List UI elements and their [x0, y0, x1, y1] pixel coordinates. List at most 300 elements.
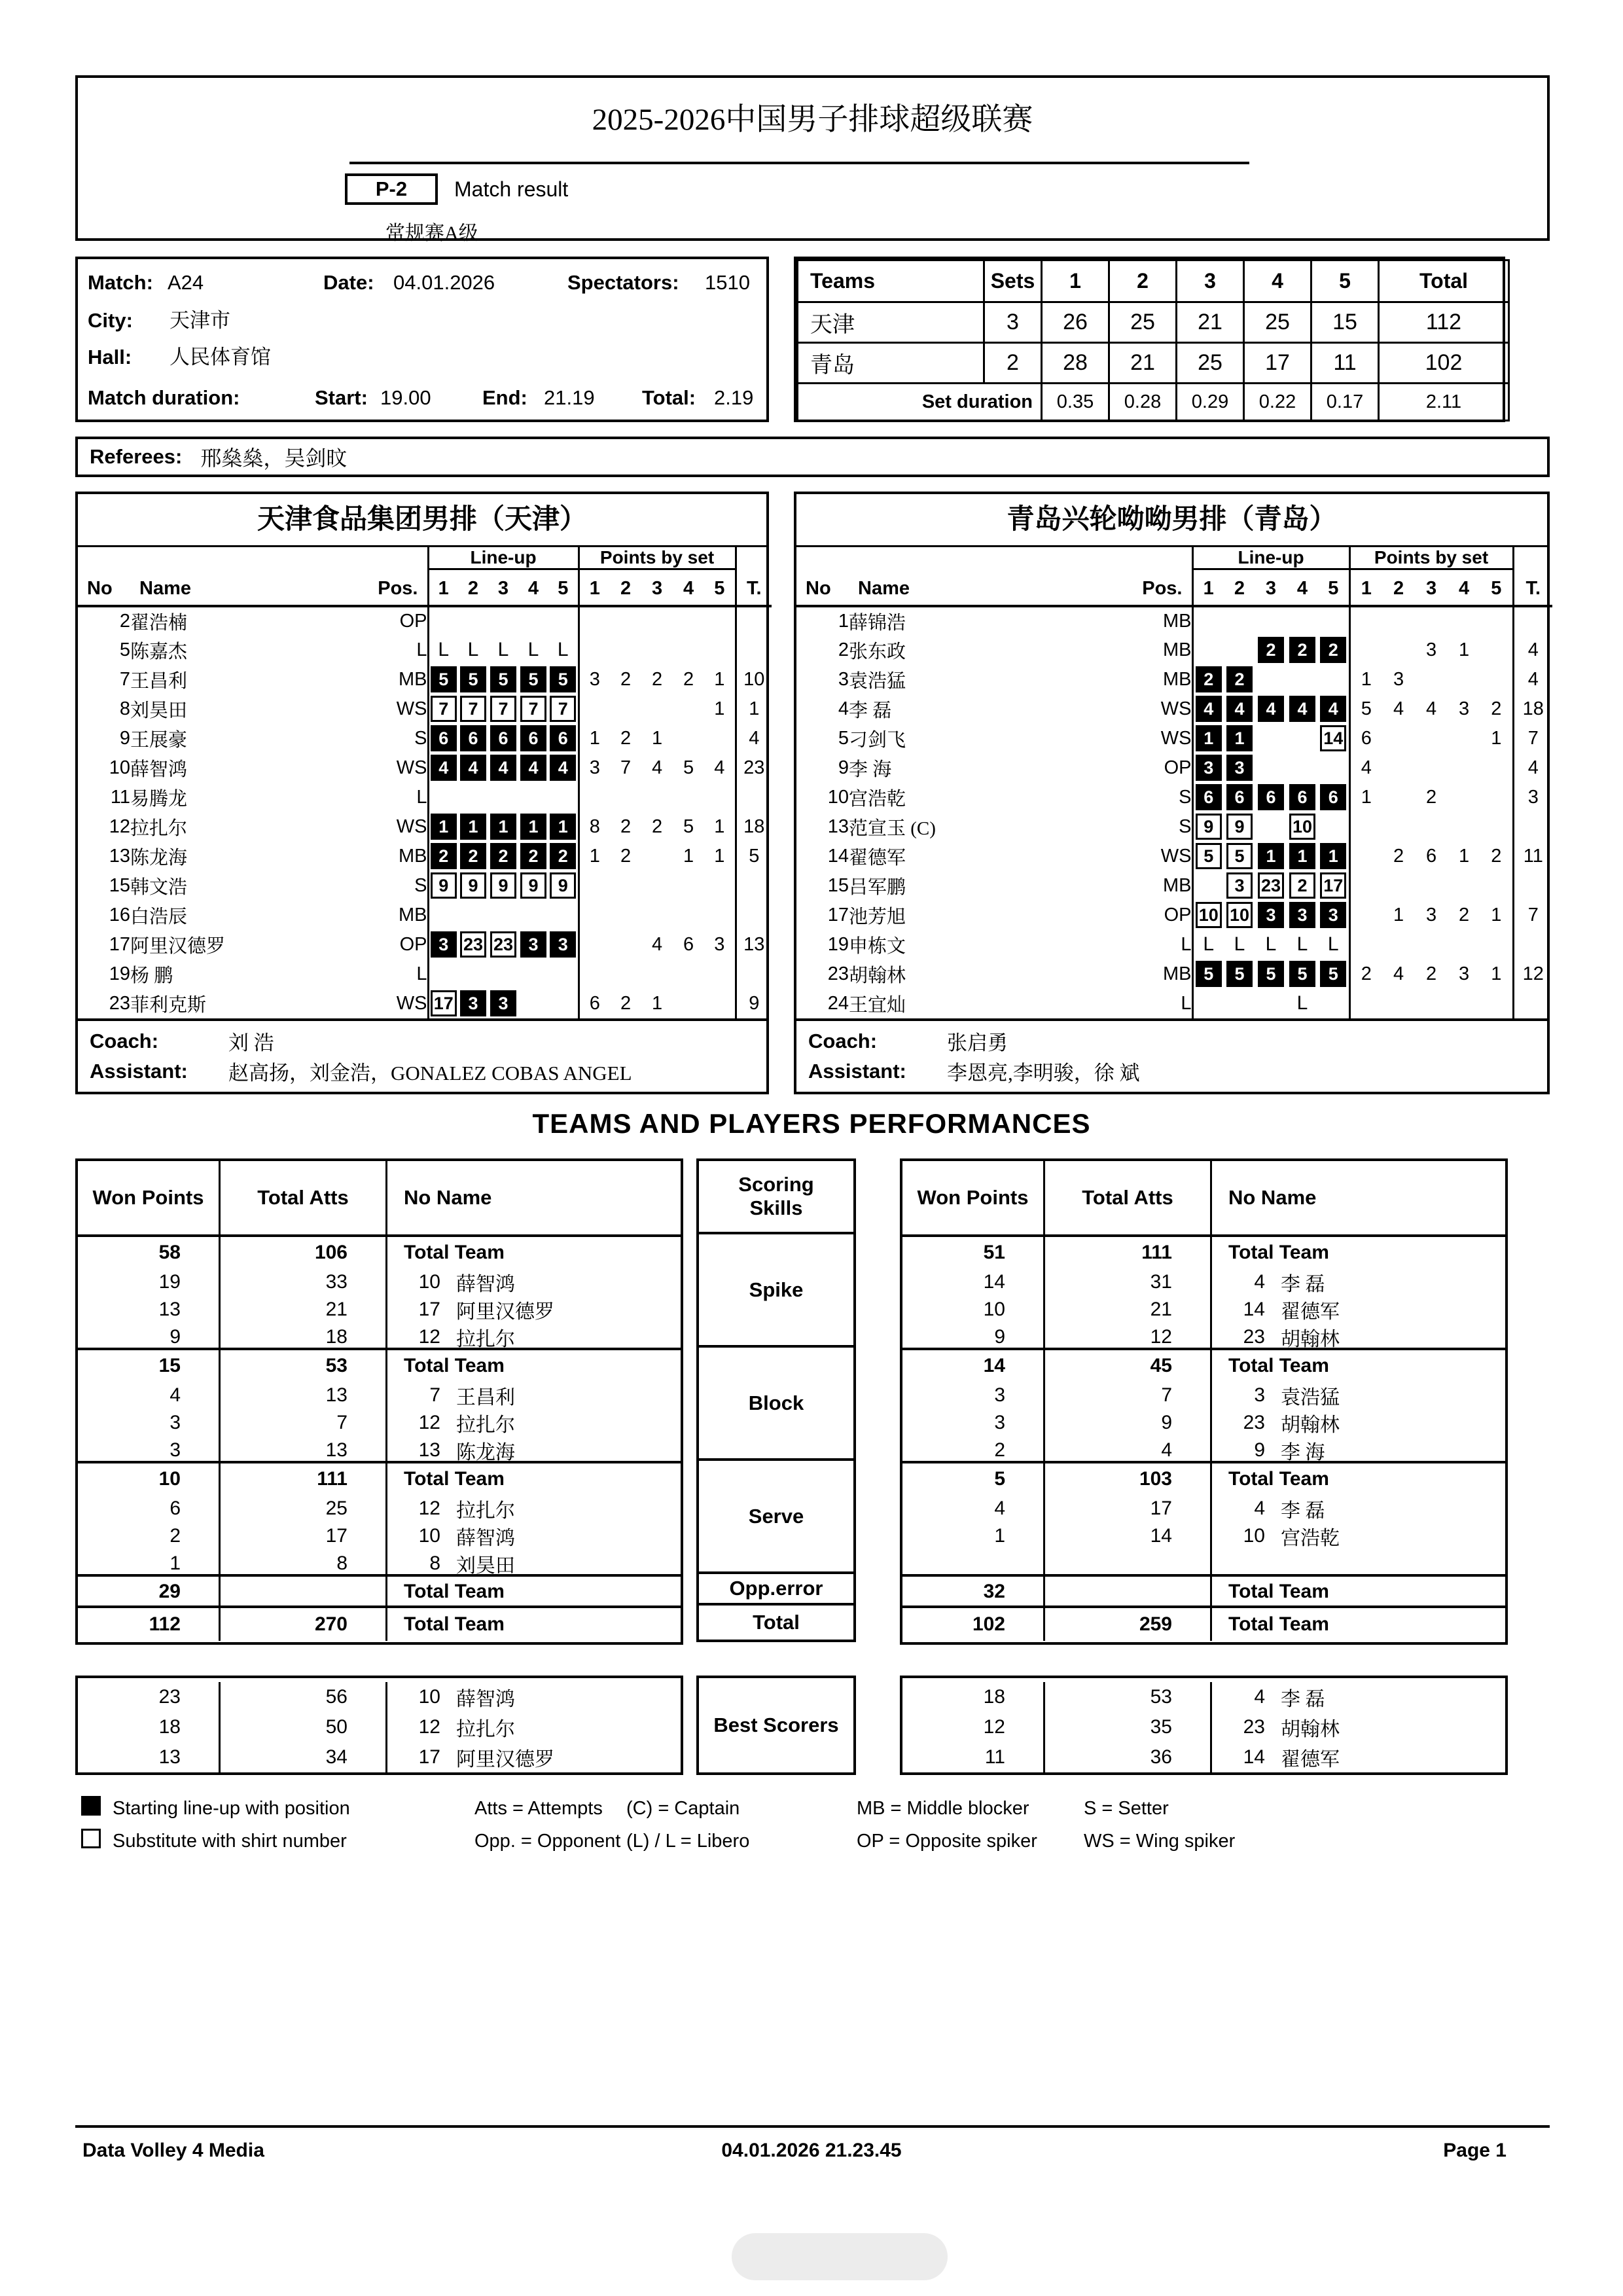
- lineup-group-header: Line-up: [1192, 547, 1349, 569]
- points-set3: [641, 783, 673, 812]
- lu-set3: 3: [488, 569, 518, 606]
- lineup-mark: [431, 961, 457, 987]
- player-name: 申栋文: [849, 935, 906, 957]
- player-number: 9: [838, 757, 849, 778]
- points-set4: 1: [683, 845, 694, 867]
- points-set4: [1448, 930, 1480, 960]
- referees-label: Referees:: [90, 445, 183, 468]
- lineup-mark: 2: [1289, 872, 1315, 899]
- points-set3: 4: [1425, 698, 1437, 719]
- points-set1: 3: [579, 665, 610, 694]
- lineup-mark: [1196, 637, 1222, 663]
- points-set5: [1480, 812, 1513, 842]
- points-set1: [579, 606, 610, 636]
- won-points: 58: [158, 1241, 181, 1263]
- points-total: [736, 783, 772, 812]
- perf-row: [902, 1463, 1505, 1494]
- city-label: City:: [88, 309, 133, 332]
- lineup-cell: [1224, 901, 1255, 930]
- points-total: 12: [1513, 960, 1552, 989]
- lineup-cell: [1318, 871, 1349, 901]
- points-set2: 2: [620, 727, 632, 749]
- points-set4: [1448, 724, 1480, 753]
- lineup-mark: 2: [1226, 666, 1253, 692]
- points-set4: [1448, 606, 1480, 636]
- lineup-mark: [1258, 725, 1284, 751]
- lineup-mark: [1320, 990, 1346, 1016]
- spacer: [796, 547, 1192, 569]
- lineup-mark: [1258, 814, 1284, 840]
- player-number: 17: [827, 904, 849, 925]
- points-set5: [704, 636, 736, 665]
- best-scorers-label: Best Scorers: [713, 1713, 839, 1736]
- lineup-mark: L: [497, 639, 509, 660]
- sets-won: 2: [984, 343, 1042, 384]
- lineup-mark: 3: [1196, 755, 1222, 781]
- legend-text: Substitute with shirt number: [113, 1830, 347, 1852]
- player-number: 15: [109, 874, 130, 896]
- spacer: [736, 547, 772, 569]
- coach-name: 刘 浩: [228, 1031, 274, 1054]
- player-ref: Total Team: [385, 1237, 681, 1268]
- lineup-cell: [518, 724, 548, 753]
- lineup-cell: [1318, 812, 1349, 842]
- match-value: A24: [168, 271, 204, 294]
- lineup-mark: 3: [1258, 902, 1284, 928]
- player-row: [78, 930, 772, 960]
- total-atts: 8: [219, 1549, 385, 1578]
- player-row: [78, 960, 772, 989]
- best-scorer-row: [78, 1742, 681, 1772]
- set1-duration: 0.35: [1042, 384, 1109, 421]
- total-atts: 34: [219, 1742, 385, 1772]
- player-ref: [1210, 1549, 1505, 1577]
- lineup-mark: 1: [490, 814, 516, 840]
- player-ref: 12 拉扎尔: [385, 1408, 681, 1437]
- points-set4: [1448, 989, 1480, 1018]
- lineup-mark: 2: [1258, 637, 1284, 663]
- lineup-cell: [1224, 606, 1255, 636]
- player-ref: Total Team: [385, 1350, 681, 1381]
- lineup-cell: [1318, 694, 1349, 724]
- won-points: 112: [149, 1613, 181, 1635]
- perf-row: [902, 1436, 1505, 1463]
- points-total: [736, 901, 772, 930]
- lineup-mark: [1320, 608, 1346, 634]
- total-atts: 7: [1043, 1381, 1210, 1410]
- lineup-mark: 7: [460, 696, 486, 722]
- lineup-cell: [428, 901, 458, 930]
- points-set2: 4: [1393, 698, 1404, 719]
- lineup-cell: [1287, 871, 1318, 901]
- lineup-mark: 1: [1226, 725, 1253, 751]
- perf-header: [902, 1161, 1505, 1237]
- duration-label: Match duration:: [88, 386, 240, 409]
- player-ref: 10 薛智鸿: [385, 1682, 681, 1712]
- total-atts: 45: [1043, 1350, 1210, 1381]
- total-atts: [1043, 1549, 1210, 1577]
- player-number: 16: [109, 904, 130, 925]
- perf-row: [902, 1408, 1505, 1436]
- lineup-cell: [1255, 960, 1287, 989]
- points-set5: 1: [714, 816, 725, 837]
- lineup-cell: [548, 901, 579, 930]
- lineup-mark: 23: [490, 931, 516, 958]
- player-position: MB: [1163, 639, 1192, 660]
- lineup-cell: [1318, 960, 1349, 989]
- total-atts: 18: [219, 1323, 385, 1352]
- player-name: 杨 鹏: [130, 965, 173, 986]
- report-code: P-2: [375, 177, 408, 200]
- lineup-mark: 4: [431, 755, 457, 781]
- points-set3: 4: [651, 933, 663, 955]
- points-set5: [1480, 606, 1513, 636]
- player-ref: Total Team: [1210, 1577, 1505, 1607]
- player-number: 4: [838, 698, 849, 719]
- player-ref: 9 李 海: [1210, 1436, 1505, 1465]
- lineup-mark: 3: [1226, 755, 1253, 781]
- player-position: S: [414, 874, 427, 896]
- lineup-cell: [1255, 901, 1287, 930]
- date-value: 04.01.2026: [393, 271, 495, 294]
- lineup-cell: [1224, 753, 1255, 783]
- points-set4: 3: [1458, 963, 1470, 984]
- won-points: 10: [158, 1467, 181, 1490]
- points-set1: 4: [1349, 753, 1382, 783]
- home-best-scorers-box: [75, 1676, 683, 1775]
- points-set3: [1415, 871, 1448, 901]
- total-atts: 36: [1043, 1742, 1210, 1772]
- assistant-row: [808, 1056, 1547, 1086]
- title-box: [75, 75, 1550, 244]
- total-atts: 14: [1043, 1522, 1210, 1551]
- set1-score: 28: [1042, 343, 1109, 384]
- total-atts: 53: [219, 1350, 385, 1381]
- sets-header: Sets: [984, 260, 1042, 302]
- lineup-mark: 10: [1196, 902, 1222, 928]
- spectators-value: 1510: [705, 271, 750, 294]
- player-position: WS: [1160, 845, 1192, 867]
- points-set5: 2: [1491, 845, 1502, 867]
- t-header: T.: [736, 569, 772, 606]
- points-total: 18: [1513, 694, 1552, 724]
- lineup-cell: [428, 606, 458, 636]
- player-name: 王宜灿: [849, 994, 906, 1016]
- player-name: 袁浩猛: [849, 670, 906, 692]
- won-points: 1: [994, 1525, 1005, 1547]
- points-set3: [1415, 606, 1448, 636]
- player-position: L: [1181, 933, 1192, 955]
- points-set1: 2: [1349, 960, 1382, 989]
- lineup-cell: [1192, 636, 1224, 665]
- lineup-cell: [458, 753, 488, 783]
- total-atts: 7: [219, 1408, 385, 1437]
- lineup-cell: [428, 812, 458, 842]
- won-points: 15: [158, 1354, 181, 1376]
- city-row: [78, 306, 766, 335]
- points-set1: 1: [1349, 665, 1382, 694]
- lineup-mark: L: [1203, 933, 1215, 955]
- perf-header: [78, 1161, 681, 1237]
- lineup-mark: 5: [1320, 961, 1346, 987]
- lineup-cell: [548, 665, 579, 694]
- won-points-header: Won Points: [917, 1186, 1029, 1209]
- lu-set5: 5: [548, 569, 579, 606]
- legend-square-icon: [81, 1829, 101, 1848]
- home-coach-area: [78, 1018, 766, 1092]
- best-scorer-row: [902, 1742, 1505, 1772]
- player-name: 胡翰林: [849, 965, 906, 986]
- player-number: 13: [827, 816, 849, 837]
- lineup-cell: [428, 636, 458, 665]
- lineup-cell: [1255, 842, 1287, 871]
- lineup-cell: [458, 989, 488, 1018]
- assistant-label: Assistant:: [90, 1059, 188, 1083]
- legend-text: MB = Middle blocker: [857, 1797, 1029, 1819]
- away-roster-table: [796, 547, 1552, 1018]
- spike-section: [78, 1237, 681, 1350]
- set5-duration: 0.17: [1311, 384, 1379, 421]
- points-set2: [1382, 753, 1415, 783]
- lu-set1: 1: [428, 569, 458, 606]
- lineup-cell: [1255, 989, 1287, 1018]
- lineup-mark: 3: [1226, 872, 1253, 899]
- player-ref: 10 薛智鸿: [385, 1522, 681, 1551]
- lineup-mark: L: [1296, 992, 1308, 1014]
- player-name: 陈龙海: [130, 847, 188, 869]
- lineup-cell: [518, 665, 548, 694]
- won-points: 14: [983, 1354, 1005, 1376]
- lineup-cell: [1318, 930, 1349, 960]
- lineup-mark: 3: [460, 990, 486, 1016]
- lineup-mark: [520, 902, 546, 928]
- lineup-mark: 5: [520, 666, 546, 692]
- set1-header: 1: [1042, 260, 1109, 302]
- pt-set4: 4: [673, 569, 704, 606]
- lineup-mark: 9: [431, 872, 457, 899]
- won-points: 12: [983, 1716, 1005, 1738]
- lineup-cell: [1255, 812, 1287, 842]
- lineup-mark: [1258, 990, 1284, 1016]
- points-set5: [1480, 930, 1513, 960]
- points-set2: [610, 930, 641, 960]
- points-set4: 2: [683, 668, 694, 690]
- lineup-cell: [458, 783, 488, 812]
- player-ref: 17 阿里汉德罗: [385, 1295, 681, 1324]
- total-atts: 35: [1043, 1712, 1210, 1742]
- points-total: [736, 606, 772, 636]
- teams-header: Teams: [798, 260, 984, 302]
- set3-score: 21: [1177, 302, 1244, 343]
- won-points: 2: [169, 1525, 181, 1547]
- lineup-cell: [428, 871, 458, 901]
- won-points-header: Won Points: [92, 1186, 204, 1209]
- lineup-mark: 6: [431, 725, 457, 751]
- lineup-mark: 1: [1289, 843, 1315, 869]
- player-row: [78, 665, 772, 694]
- points-set2: [610, 871, 641, 901]
- points-set4: 1: [1458, 639, 1470, 660]
- city-value: 天津市: [169, 309, 230, 332]
- player-ref: 10 薛智鸿: [385, 1268, 681, 1297]
- won-points: 2: [994, 1439, 1005, 1461]
- player-name: 韩文浩: [130, 876, 188, 898]
- total-atts: 111: [1043, 1237, 1210, 1268]
- set5-score: 11: [1311, 343, 1379, 384]
- points-total: 4: [1513, 753, 1552, 783]
- assistant-names: 赵高扬，刘金浩，GONALEZ COBAS ANGEL: [228, 1062, 632, 1085]
- player-position: L: [416, 639, 427, 660]
- set5-score: 15: [1311, 302, 1379, 343]
- lineup-cell: [488, 989, 518, 1018]
- perf-row: [78, 1295, 681, 1323]
- player-position: WS: [1160, 727, 1192, 749]
- lineup-mark: 9: [460, 872, 486, 899]
- opp-error-section: [78, 1577, 681, 1608]
- report-name: Match result: [454, 177, 569, 201]
- lineup-cell: [1224, 812, 1255, 842]
- lineup-mark: [550, 961, 576, 987]
- lineup-mark: [550, 608, 576, 634]
- lu-set3: 3: [1255, 569, 1287, 606]
- lineup-mark: 17: [1320, 872, 1346, 899]
- player-row: [796, 606, 1552, 636]
- score-table: [796, 259, 1510, 422]
- points-set2: [610, 901, 641, 930]
- points-set5: 1: [714, 698, 725, 719]
- points-set1: [579, 901, 610, 930]
- lineup-mark: [1320, 666, 1346, 692]
- player-row: [796, 694, 1552, 724]
- lineup-cell: [1224, 930, 1255, 960]
- legend-row: [81, 1825, 1488, 1857]
- lineup-mark: 4: [520, 755, 546, 781]
- points-total: 5: [736, 842, 772, 871]
- lineup-mark: [460, 902, 486, 928]
- set-duration-label: Set duration: [798, 384, 1042, 421]
- lineup-cell: [1255, 606, 1287, 636]
- lineup-mark: 6: [460, 725, 486, 751]
- lineup-cell: [428, 665, 458, 694]
- lineup-mark: [1226, 990, 1253, 1016]
- lineup-cell: [518, 694, 548, 724]
- total-atts: 111: [219, 1463, 385, 1494]
- player-ref: 12 拉扎尔: [385, 1323, 681, 1352]
- player-number: 14: [827, 845, 849, 867]
- spike-label: Spike: [699, 1234, 853, 1348]
- player-ref: 14 翟德军: [1210, 1295, 1505, 1324]
- lineup-cell: [1224, 694, 1255, 724]
- won-points: 1: [169, 1552, 181, 1574]
- points-set4: 5: [683, 816, 694, 837]
- lineup-cell: [1192, 753, 1224, 783]
- points-set3: [641, 901, 673, 930]
- points-set3: 1: [651, 727, 663, 749]
- set2-duration: 0.28: [1109, 384, 1177, 421]
- lineup-mark: 5: [1258, 961, 1284, 987]
- lineup-mark: 6: [490, 725, 516, 751]
- total-atts: 33: [219, 1268, 385, 1297]
- lineup-mark: 9: [550, 872, 576, 899]
- pt-set5: 5: [704, 569, 736, 606]
- player-name: 张东政: [849, 641, 906, 662]
- points-total: [736, 636, 772, 665]
- points-set3: [641, 694, 673, 724]
- lineup-mark: [550, 902, 576, 928]
- lineup-mark: [1320, 755, 1346, 781]
- points-set3: 2: [1425, 786, 1437, 808]
- player-name: 池芳旭: [849, 906, 906, 927]
- points-set4: 1: [1458, 845, 1470, 867]
- lineup-mark: [490, 961, 516, 987]
- lineup-mark: 6: [1226, 784, 1253, 810]
- lineup-cell: [548, 636, 579, 665]
- total-atts: [1043, 1577, 1210, 1607]
- lu-set1: 1: [1192, 569, 1224, 606]
- player-row: [796, 812, 1552, 842]
- lineup-mark: 1: [460, 814, 486, 840]
- player-number: 23: [109, 992, 130, 1014]
- lineup-mark: L: [438, 639, 450, 660]
- total-atts: 9: [1043, 1408, 1210, 1437]
- hall-label: Hall:: [88, 346, 132, 368]
- points-set1: [1349, 812, 1382, 842]
- away-performance-box: [900, 1158, 1508, 1645]
- lineup-cell: [518, 636, 548, 665]
- legend-text: Opp. = Opponent: [474, 1830, 621, 1852]
- spacer: [78, 547, 428, 569]
- won-points: 23: [158, 1686, 181, 1708]
- player-number: 5: [119, 639, 130, 660]
- start-value: 19.00: [380, 386, 431, 409]
- points-total: 4: [736, 724, 772, 753]
- lineup-mark: 3: [1289, 902, 1315, 928]
- player-number: 7: [119, 668, 130, 690]
- hall-row: [78, 343, 766, 372]
- won-points: 6: [169, 1498, 181, 1519]
- points-set2: [1382, 930, 1415, 960]
- set2-score: 21: [1109, 343, 1177, 384]
- points-set3: [641, 960, 673, 989]
- points-set2: [1382, 812, 1415, 842]
- lineup-cell: [548, 930, 579, 960]
- lineup-cell: [488, 842, 518, 871]
- lineup-mark: [1289, 608, 1315, 634]
- lineup-cell: [1224, 989, 1255, 1018]
- set2-score: 25: [1109, 302, 1177, 343]
- lineup-cell: [548, 724, 579, 753]
- lineup-mark: 3: [520, 931, 546, 958]
- report-code-badge: [345, 173, 438, 205]
- player-row: [796, 871, 1552, 901]
- lineup-cell: [548, 694, 579, 724]
- won-points: [902, 1549, 1043, 1577]
- lineup-mark: 2: [460, 843, 486, 869]
- points-set4: [1448, 665, 1480, 694]
- lineup-mark: 5: [490, 666, 516, 692]
- points-set2: 2: [620, 668, 632, 690]
- away-team-box: [794, 492, 1550, 1094]
- lineup-cell: [1255, 724, 1287, 753]
- player-name: 翟浩楠: [130, 612, 188, 634]
- no-header: No: [796, 569, 849, 606]
- lineup-cell: [1287, 989, 1318, 1018]
- lineup-mark: 14: [1320, 725, 1346, 751]
- lineup-cell: [1224, 960, 1255, 989]
- points-set5: [704, 901, 736, 930]
- lineup-mark: 2: [1289, 637, 1315, 663]
- hall-value: 人民体育馆: [169, 346, 271, 368]
